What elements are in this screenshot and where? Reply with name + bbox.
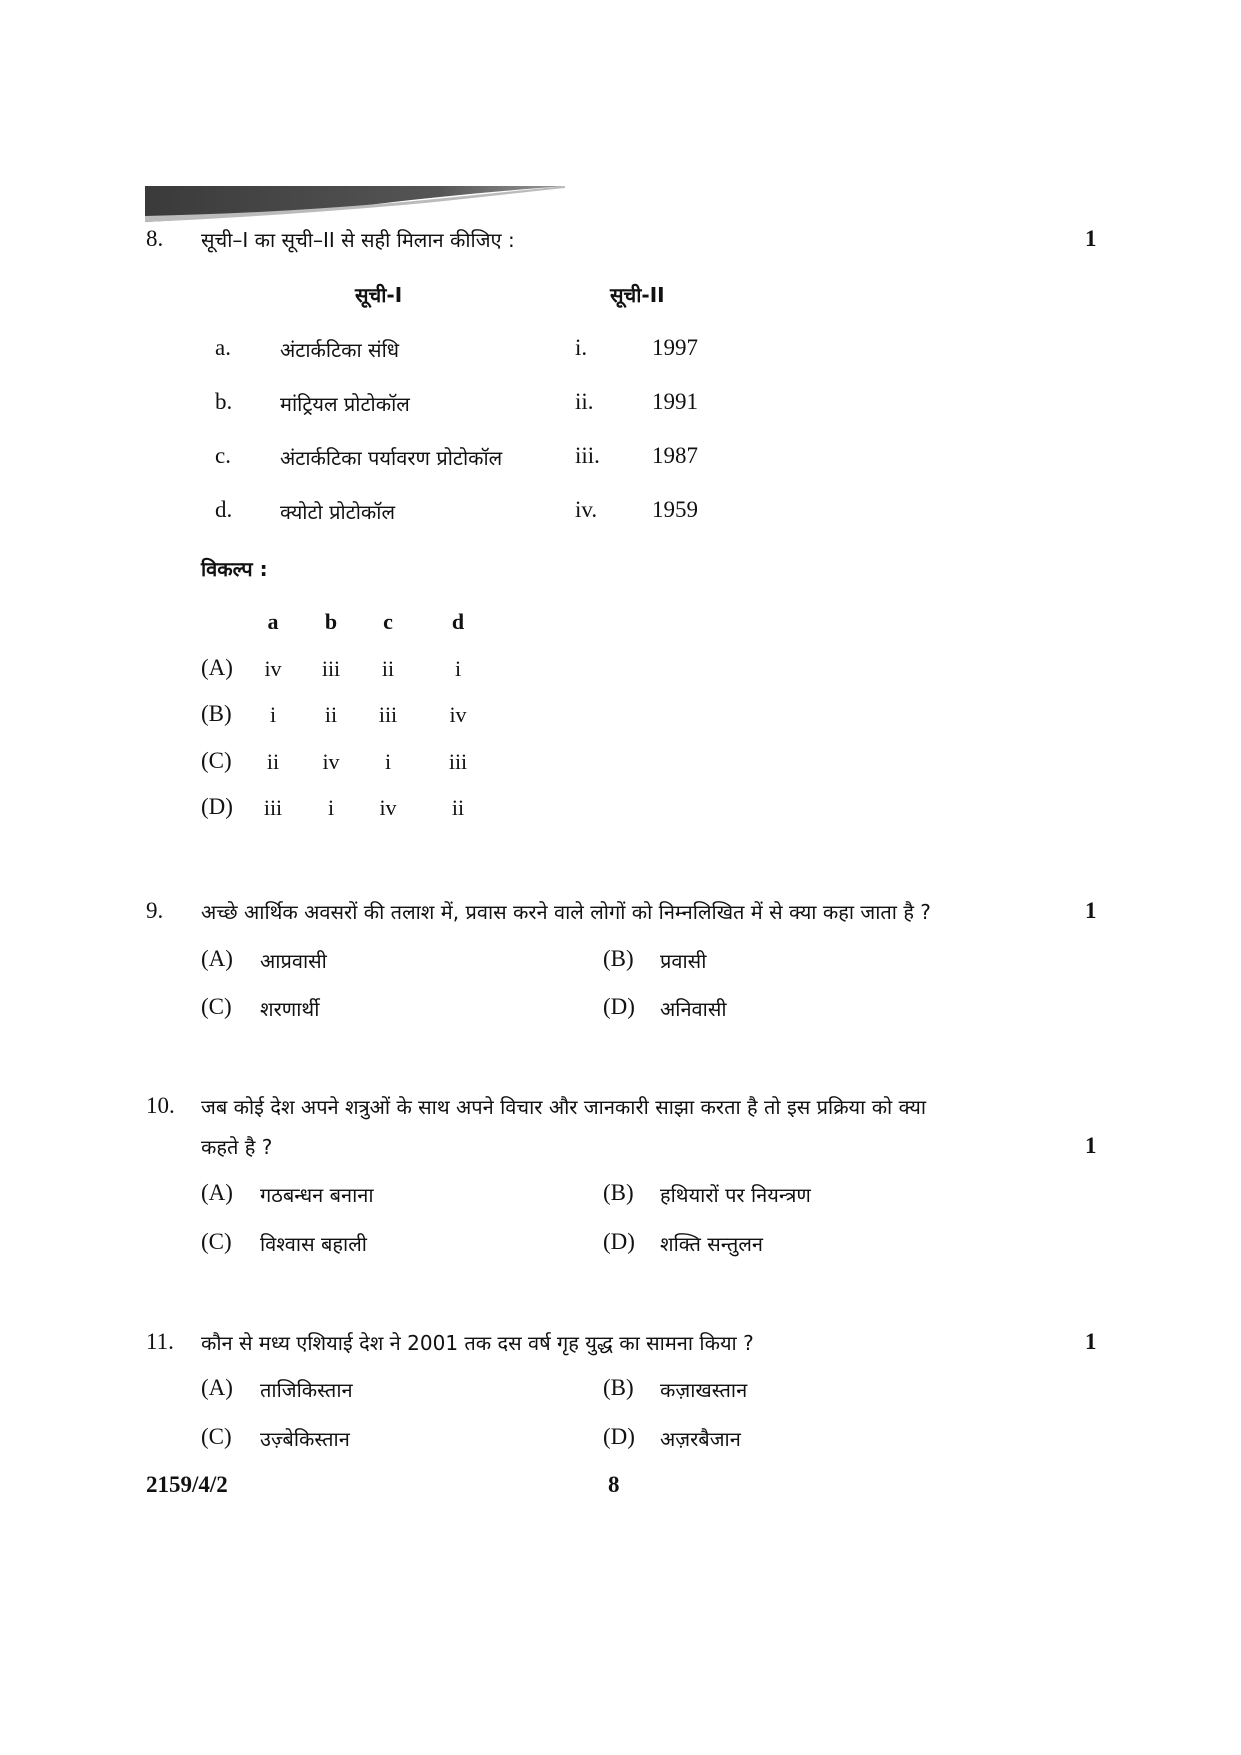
option-label: (A): [201, 1180, 233, 1205]
grid-header: a: [267, 609, 279, 634]
option-text: विश्वास बहाली: [260, 1232, 367, 1256]
option-text: अनिवासी: [660, 997, 727, 1021]
option-label: (C): [201, 1229, 232, 1254]
row-item: क्योटो प्रोटोकॉल: [280, 500, 396, 524]
option-label: (D): [603, 1229, 635, 1254]
question-number: 10.: [146, 1093, 175, 1118]
grid-header: c: [383, 609, 393, 634]
row-year: 1959: [652, 497, 698, 522]
option-text: कज़ाखस्तान: [660, 1378, 748, 1402]
option-text: हथियारों पर नियन्त्रण: [660, 1183, 811, 1207]
option-value: i: [454, 656, 462, 681]
row-roman: iii.: [575, 443, 600, 468]
grid-header: b: [324, 609, 338, 634]
option-value: ii: [451, 795, 465, 820]
option-value: iv: [322, 749, 340, 774]
row-year: 1997: [652, 335, 698, 360]
row-roman: iv.: [575, 497, 598, 522]
option-value: i: [327, 795, 335, 820]
option-label: (C): [201, 748, 232, 773]
marks: 1: [1085, 226, 1097, 251]
option-label: (D): [201, 794, 233, 819]
question-text: सूची–I का सूची–II से सही मिलान कीजिए :: [201, 228, 515, 252]
option-value: iii: [448, 749, 468, 774]
option-text: अज़रबैजान: [660, 1427, 741, 1451]
row-letter: d.: [215, 497, 233, 522]
grid-header: d: [451, 609, 465, 634]
option-value: iv: [379, 795, 397, 820]
options-label: विकल्प :: [201, 557, 268, 581]
option-text: उज़्बेकिस्तान: [260, 1427, 350, 1451]
row-letter: a.: [215, 335, 231, 360]
option-value: iii: [378, 702, 398, 727]
option-value: i: [269, 702, 277, 727]
list1-header: सूची-I: [355, 283, 403, 307]
row-year: 1987: [652, 443, 698, 468]
option-value: iv: [264, 656, 282, 681]
option-label: (C): [201, 1424, 232, 1449]
option-label: (B): [603, 946, 634, 971]
question-number: 11.: [146, 1329, 174, 1354]
question-text-line1: जब कोई देश अपने शत्रुओं के साथ अपने विचार और जानकारी साझा करता है तो इस प्रक्रिया को क्या: [201, 1095, 927, 1119]
row-item: अंटार्कटिका संधि: [280, 338, 400, 362]
option-label: (B): [201, 701, 232, 726]
option-text: शक्ति सन्तुलन: [660, 1232, 763, 1256]
header-decoration: [145, 186, 565, 222]
option-label: (D): [603, 1424, 635, 1449]
question-text: कौन से मध्य एशियाई देश ने 2001 तक दस वर्ष गृह युद्ध का सामना किया ?: [201, 1331, 754, 1355]
marks: 1: [1085, 1329, 1097, 1354]
row-letter: b.: [215, 389, 233, 414]
paper-code: 2159/4/2: [146, 1472, 228, 1497]
marks: 1: [1085, 1133, 1097, 1158]
option-value: i: [384, 749, 392, 774]
option-text: गठबन्धन बनाना: [260, 1183, 374, 1207]
option-text: प्रवासी: [660, 949, 707, 973]
option-value: iii: [321, 656, 341, 681]
option-value: ii: [266, 749, 280, 774]
option-text: आप्रवासी: [260, 949, 327, 973]
option-label: (C): [201, 994, 232, 1019]
option-label: (B): [603, 1375, 634, 1400]
option-label: (A): [201, 946, 233, 971]
option-value: ii: [381, 656, 395, 681]
option-value: ii: [324, 702, 338, 727]
question-number: 9.: [146, 898, 164, 923]
option-text: ताजिकिस्तान: [260, 1378, 353, 1402]
row-roman: ii.: [575, 389, 594, 414]
marks: 1: [1085, 898, 1097, 923]
question-text: अच्छे आर्थिक अवसरों की तलाश में, प्रवास करने वाले लोगों को निम्नलिखित में से क्या कहा जाता है ?: [201, 900, 931, 924]
row-roman: i.: [575, 335, 588, 360]
row-year: 1991: [652, 389, 698, 414]
page-number: 8: [608, 1472, 620, 1497]
row-item: अंटार्कटिका पर्यावरण प्रोटोकॉल: [280, 446, 503, 470]
question-text-line2: कहते है ?: [201, 1135, 273, 1159]
option-text: शरणार्थी: [260, 997, 320, 1021]
option-label: (D): [603, 994, 635, 1019]
option-value: iv: [449, 702, 467, 727]
option-label: (A): [201, 655, 233, 680]
option-label: (A): [201, 1375, 233, 1400]
option-label: (B): [603, 1180, 634, 1205]
row-item: मांट्रियल प्रोटोकॉल: [280, 392, 410, 416]
list2-header: सूची-II: [610, 283, 665, 307]
question-number: 8.: [146, 226, 164, 251]
option-value: iii: [263, 795, 283, 820]
row-letter: c.: [215, 443, 231, 468]
